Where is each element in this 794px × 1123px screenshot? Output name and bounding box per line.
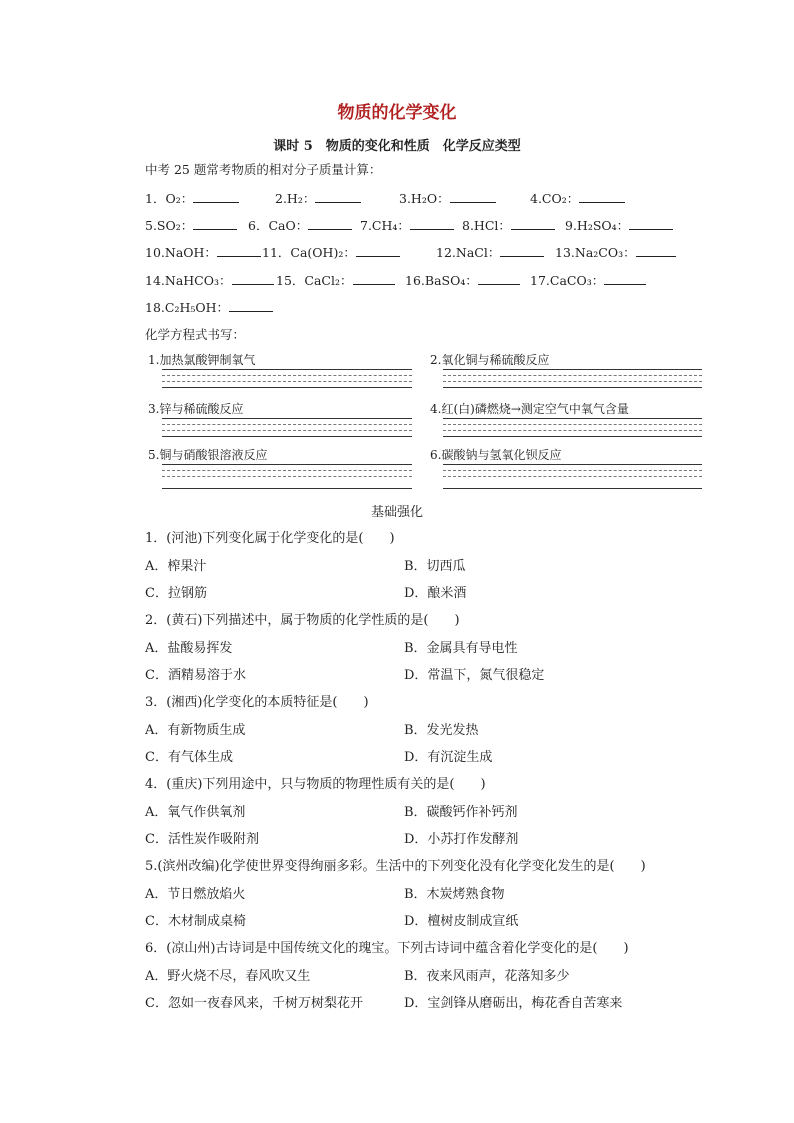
answer-blank[interactable] xyxy=(579,190,625,203)
writing-guide xyxy=(443,381,702,382)
answer-blank[interactable] xyxy=(629,217,673,230)
writing-line[interactable] xyxy=(443,418,702,419)
writing-guide xyxy=(443,430,702,431)
answer-blank[interactable] xyxy=(315,190,361,203)
mass-item: 8.HCl： xyxy=(462,216,555,234)
writing-line[interactable] xyxy=(162,418,412,419)
option-c[interactable]: C．有气体生成 xyxy=(145,750,233,765)
option-b[interactable]: B．碳酸钙作补钙剂 xyxy=(404,805,518,820)
mass-item: 4.CO₂： xyxy=(530,189,625,207)
option-b[interactable]: B．金属具有导电性 xyxy=(404,641,518,656)
writing-line[interactable] xyxy=(162,436,412,437)
option-d[interactable]: D．常温下，氮气很稳定 xyxy=(404,668,545,683)
mass-item: 16.BaSO₄： xyxy=(405,271,520,289)
question-stem: 1．(河池)下列变化属于化学变化的是( ) xyxy=(145,531,395,546)
question-stem: 2．(黄石)下列描述中，属于物质的化学性质的是( ) xyxy=(145,613,460,628)
answer-blank[interactable] xyxy=(636,244,676,257)
option-b[interactable]: B．夜来风雨声，花落知多少 xyxy=(404,969,570,984)
lesson-subtitle: 课时 5 物质的变化和性质 化学反应类型 xyxy=(273,139,521,154)
answer-blank[interactable] xyxy=(308,217,352,230)
equation-label: 1.加热氯酸钾制氧气 xyxy=(148,353,256,367)
option-a[interactable]: A．节日燃放焰火 xyxy=(145,887,246,902)
mass-item: 18.C₂H₅OH： xyxy=(145,298,273,316)
section-title: 基础强化 xyxy=(370,505,423,520)
writing-line[interactable] xyxy=(443,488,702,489)
answer-blank[interactable] xyxy=(353,272,395,285)
question-stem: 6．(凉山州)古诗词是中国传统文化的瑰宝。下列古诗词中蕴含着化学变化的是( ) xyxy=(145,941,629,956)
writing-guide xyxy=(443,424,702,425)
question-stem: 3．(湘西)化学变化的本质特征是( ) xyxy=(145,695,369,710)
answer-blank[interactable] xyxy=(478,272,520,285)
writing-guide xyxy=(162,470,412,471)
equations-intro: 化学方程式书写： xyxy=(145,327,246,342)
question-stem: 4．(重庆)下列用途中，只与物质的物理性质有关的是( ) xyxy=(145,777,486,792)
mass-item: 5.SO₂： xyxy=(145,216,237,234)
option-b[interactable]: B．切西瓜 xyxy=(404,559,466,574)
equation-label: 6.碳酸钠与氢氧化钡反应 xyxy=(430,448,562,462)
option-b[interactable]: B．木炭烤熟食物 xyxy=(404,887,505,902)
mass-item: 1．O₂： xyxy=(145,189,239,207)
option-a[interactable]: A．氧气作供氧剂 xyxy=(145,805,246,820)
mass-item: 17.CaCO₃： xyxy=(530,271,646,289)
writing-guide xyxy=(443,375,702,376)
answer-blank[interactable] xyxy=(604,272,646,285)
mass-item: 14.NaHCO₃： xyxy=(145,271,274,289)
option-c[interactable]: C．木材制成桌椅 xyxy=(145,914,246,929)
mass-item: 10.NaOH： xyxy=(145,243,261,261)
writing-guide xyxy=(162,430,412,431)
option-a[interactable]: A．野火烧不尽，春风吹又生 xyxy=(145,969,311,984)
option-b[interactable]: B．发光发热 xyxy=(404,723,479,738)
mass-calc-intro: 中考 25 题常考物质的相对分子质量计算： xyxy=(145,162,382,177)
option-c[interactable]: C．活性炭作吸附剂 xyxy=(145,832,259,847)
option-c[interactable]: C．拉钢筋 xyxy=(145,586,207,601)
writing-guide xyxy=(162,375,412,376)
writing-guide xyxy=(162,476,412,477)
equation-label: 2.氧化铜与稀硫酸反应 xyxy=(430,353,550,367)
mass-item: 15．CaCl₂： xyxy=(276,271,395,289)
option-d[interactable]: D．酿米酒 xyxy=(404,586,467,601)
writing-line[interactable] xyxy=(162,464,412,465)
answer-blank[interactable] xyxy=(356,244,400,257)
answer-blank[interactable] xyxy=(410,217,454,230)
writing-line[interactable] xyxy=(443,436,702,437)
option-d[interactable]: D．小苏打作发酵剂 xyxy=(404,832,519,847)
writing-line[interactable] xyxy=(162,387,412,388)
option-a[interactable]: A．盐酸易挥发 xyxy=(145,641,233,656)
option-a[interactable]: A．榨果汁 xyxy=(145,559,207,574)
mass-item: 7.CH₄： xyxy=(360,216,454,234)
option-d[interactable]: D．宝剑锋从磨砺出，梅花香自苦寒来 xyxy=(404,996,623,1011)
mass-item: 2.H₂： xyxy=(275,189,361,207)
option-a[interactable]: A．有新物质生成 xyxy=(145,723,246,738)
equation-label: 5.铜与硝酸银溶液反应 xyxy=(148,448,268,462)
mass-item: 13.Na₂CO₃： xyxy=(555,243,676,261)
writing-line[interactable] xyxy=(162,369,412,370)
page-title: 物质的化学变化 xyxy=(337,103,457,123)
mass-item: 6．CaO： xyxy=(248,216,352,234)
answer-blank[interactable] xyxy=(217,244,261,257)
option-c[interactable]: C．酒精易溶于水 xyxy=(145,668,246,683)
answer-blank[interactable] xyxy=(511,217,555,230)
writing-guide xyxy=(162,424,412,425)
option-d[interactable]: D．有沉淀生成 xyxy=(404,750,493,765)
option-c[interactable]: C．忽如一夜春风来，千树万树梨花开 xyxy=(145,996,363,1011)
answer-blank[interactable] xyxy=(450,190,496,203)
equation-label: 4.红(白)磷燃烧→测定空气中氧气含量 xyxy=(430,402,629,416)
writing-line[interactable] xyxy=(443,464,702,465)
writing-guide xyxy=(443,476,702,477)
question-stem: 5.(滨州改编)化学使世界变得绚丽多彩。生活中的下列变化没有化学变化发生的是( ) xyxy=(145,859,646,874)
equation-label: 3.锌与稀硫酸反应 xyxy=(148,402,244,416)
mass-item: 9.H₂SO₄： xyxy=(565,216,673,234)
writing-guide xyxy=(162,381,412,382)
answer-blank[interactable] xyxy=(229,299,273,312)
answer-blank[interactable] xyxy=(193,190,239,203)
answer-blank[interactable] xyxy=(232,272,274,285)
writing-line[interactable] xyxy=(443,369,702,370)
mass-item: 12.NaCl： xyxy=(436,243,544,261)
answer-blank[interactable] xyxy=(500,244,544,257)
writing-line[interactable] xyxy=(162,488,412,489)
option-d[interactable]: D．檀树皮制成宣纸 xyxy=(404,914,519,929)
writing-line[interactable] xyxy=(443,387,702,388)
mass-item: 11．Ca(OH)₂： xyxy=(262,243,400,261)
writing-guide xyxy=(443,470,702,471)
answer-blank[interactable] xyxy=(193,217,237,230)
mass-item: 3.H₂O： xyxy=(399,189,496,207)
